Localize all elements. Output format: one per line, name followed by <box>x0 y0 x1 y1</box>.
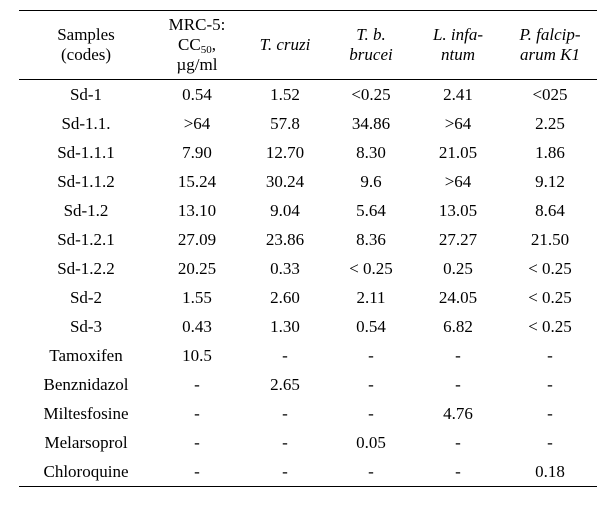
t-cruzi-cell: 2.65 <box>270 374 300 394</box>
l-infantum-cell: 0.25 <box>443 258 473 278</box>
table-row <box>19 341 597 370</box>
l-infantum-cell: >64 <box>444 113 472 133</box>
table-header <box>19 11 597 80</box>
mrc5-cell: 27.09 <box>177 229 217 249</box>
table-row <box>19 428 597 457</box>
mrc5-cell: 1.55 <box>182 287 212 307</box>
table-row <box>19 225 597 254</box>
table-body <box>19 80 597 487</box>
table-row <box>19 109 597 138</box>
header-t-b-brucei: T. b. brucei <box>349 25 393 64</box>
sample-cell: Sd-1.1. <box>61 113 111 133</box>
table-row <box>19 312 597 341</box>
mrc5-cell: 15.24 <box>177 171 217 191</box>
table-row <box>19 457 597 487</box>
l-infantum-cell: - <box>455 345 461 365</box>
mrc5-cell: - <box>194 374 200 394</box>
p-falciparum-cell: < 0.25 <box>528 258 572 278</box>
header-l-infantum: L. infa- ntum <box>432 25 484 64</box>
header-mrc5: MRC-5: $CC_{50}$, µg/ml <box>168 15 226 74</box>
table-row <box>19 80 597 110</box>
p-falciparum-cell: - <box>547 374 553 394</box>
t-cruzi-cell: - <box>282 461 288 481</box>
sample-cell: Chloroquine <box>43 461 129 481</box>
sample-cell: Sd-1.1.2 <box>57 171 115 191</box>
t-cruzi-cell: 0.33 <box>270 258 300 278</box>
p-falciparum-cell: - <box>547 403 553 423</box>
table-row <box>19 370 597 399</box>
t-b-brucei-cell: - <box>368 403 374 423</box>
t-cruzi-cell: - <box>282 432 288 452</box>
table-row <box>19 399 597 428</box>
p-falciparum-cell: <025 <box>532 84 568 104</box>
sample-cell: Sd-1.2 <box>63 200 109 220</box>
activity-table <box>19 10 597 487</box>
mrc5-cell: 0.54 <box>182 84 212 104</box>
t-cruzi-cell: 1.30 <box>270 316 300 336</box>
l-infantum-cell: 13.05 <box>438 200 478 220</box>
t-cruzi-cell: 9.04 <box>270 200 300 220</box>
l-infantum-cell: - <box>455 374 461 394</box>
mrc5-cell: >64 <box>183 113 211 133</box>
t-b-brucei-cell: 9.6 <box>360 171 382 191</box>
l-infantum-cell: 4.76 <box>443 403 473 423</box>
l-infantum-cell: >64 <box>444 171 472 191</box>
mrc5-cell: - <box>194 432 200 452</box>
sample-cell: Sd-1.2.1 <box>57 229 115 249</box>
mrc5-cell: 13.10 <box>177 200 217 220</box>
t-cruzi-cell: - <box>282 345 288 365</box>
p-falciparum-cell: 9.12 <box>535 171 565 191</box>
t-b-brucei-cell: 34.86 <box>351 113 391 133</box>
t-b-brucei-cell: < 0.25 <box>349 258 393 278</box>
mrc5-cell: - <box>194 461 200 481</box>
t-cruzi-cell: - <box>282 403 288 423</box>
l-infantum-cell: - <box>455 432 461 452</box>
mrc5-cell: - <box>194 403 200 423</box>
t-b-brucei-cell: - <box>368 374 374 394</box>
t-b-brucei-cell: 8.30 <box>356 142 386 162</box>
mrc5-cell: 20.25 <box>177 258 217 278</box>
mrc5-cell: 10.5 <box>182 345 212 365</box>
l-infantum-cell: 2.41 <box>443 84 473 104</box>
t-cruzi-cell: 30.24 <box>265 171 305 191</box>
p-falciparum-cell: 1.86 <box>535 142 565 162</box>
table-row <box>19 138 597 167</box>
t-b-brucei-cell: 8.36 <box>356 229 386 249</box>
t-b-brucei-cell: 5.64 <box>356 200 386 220</box>
t-b-brucei-cell: - <box>368 461 374 481</box>
l-infantum-cell: 27.27 <box>438 229 478 249</box>
t-cruzi-cell: 1.52 <box>270 84 300 104</box>
sample-cell: Sd-2 <box>69 287 103 307</box>
p-falciparum-cell: < 0.25 <box>528 316 572 336</box>
table-row <box>19 254 597 283</box>
l-infantum-cell: 21.05 <box>438 142 478 162</box>
mrc5-cell: 7.90 <box>182 142 212 162</box>
sample-cell: Sd-3 <box>69 316 103 336</box>
header-samples: Samples (codes) <box>57 25 115 64</box>
header-p-falciparum: P. falcip- arum K1 <box>519 25 581 64</box>
t-cruzi-cell: 2.60 <box>270 287 300 307</box>
p-falciparum-cell: 21.50 <box>530 229 570 249</box>
table-row <box>19 283 597 312</box>
p-falciparum-cell: 2.25 <box>535 113 565 133</box>
t-b-brucei-cell: <0.25 <box>351 84 391 104</box>
header-row <box>19 11 597 80</box>
t-cruzi-cell: 12.70 <box>265 142 305 162</box>
l-infantum-cell: 24.05 <box>438 287 478 307</box>
sample-cell: Sd-1.2.2 <box>57 258 115 278</box>
sample-cell: Sd-1 <box>69 84 103 104</box>
t-cruzi-cell: 23.86 <box>265 229 305 249</box>
header-t-cruzi: T. cruzi <box>259 35 311 54</box>
p-falciparum-cell: - <box>547 432 553 452</box>
sample-cell: Miltesfosine <box>43 403 129 423</box>
sample-cell: Benznidazol <box>43 374 129 394</box>
table-row <box>19 167 597 196</box>
sample-cell: Sd-1.1.1 <box>57 142 115 162</box>
l-infantum-cell: 6.82 <box>443 316 473 336</box>
sample-cell: Tamoxifen <box>49 345 123 365</box>
p-falciparum-cell: 8.64 <box>535 200 565 220</box>
p-falciparum-cell: 0.18 <box>535 461 565 481</box>
t-b-brucei-cell: 0.54 <box>356 316 386 336</box>
t-b-brucei-cell: - <box>368 345 374 365</box>
t-b-brucei-cell: 2.11 <box>356 287 386 307</box>
p-falciparum-cell: < 0.25 <box>528 287 572 307</box>
mrc5-cell: 0.43 <box>182 316 212 336</box>
table-row <box>19 196 597 225</box>
l-infantum-cell: - <box>455 461 461 481</box>
results-table-container <box>19 10 597 487</box>
t-b-brucei-cell: 0.05 <box>356 432 386 452</box>
sample-cell: Melarsoprol <box>44 432 128 452</box>
t-cruzi-cell: 57.8 <box>270 113 300 133</box>
p-falciparum-cell: - <box>547 345 553 365</box>
